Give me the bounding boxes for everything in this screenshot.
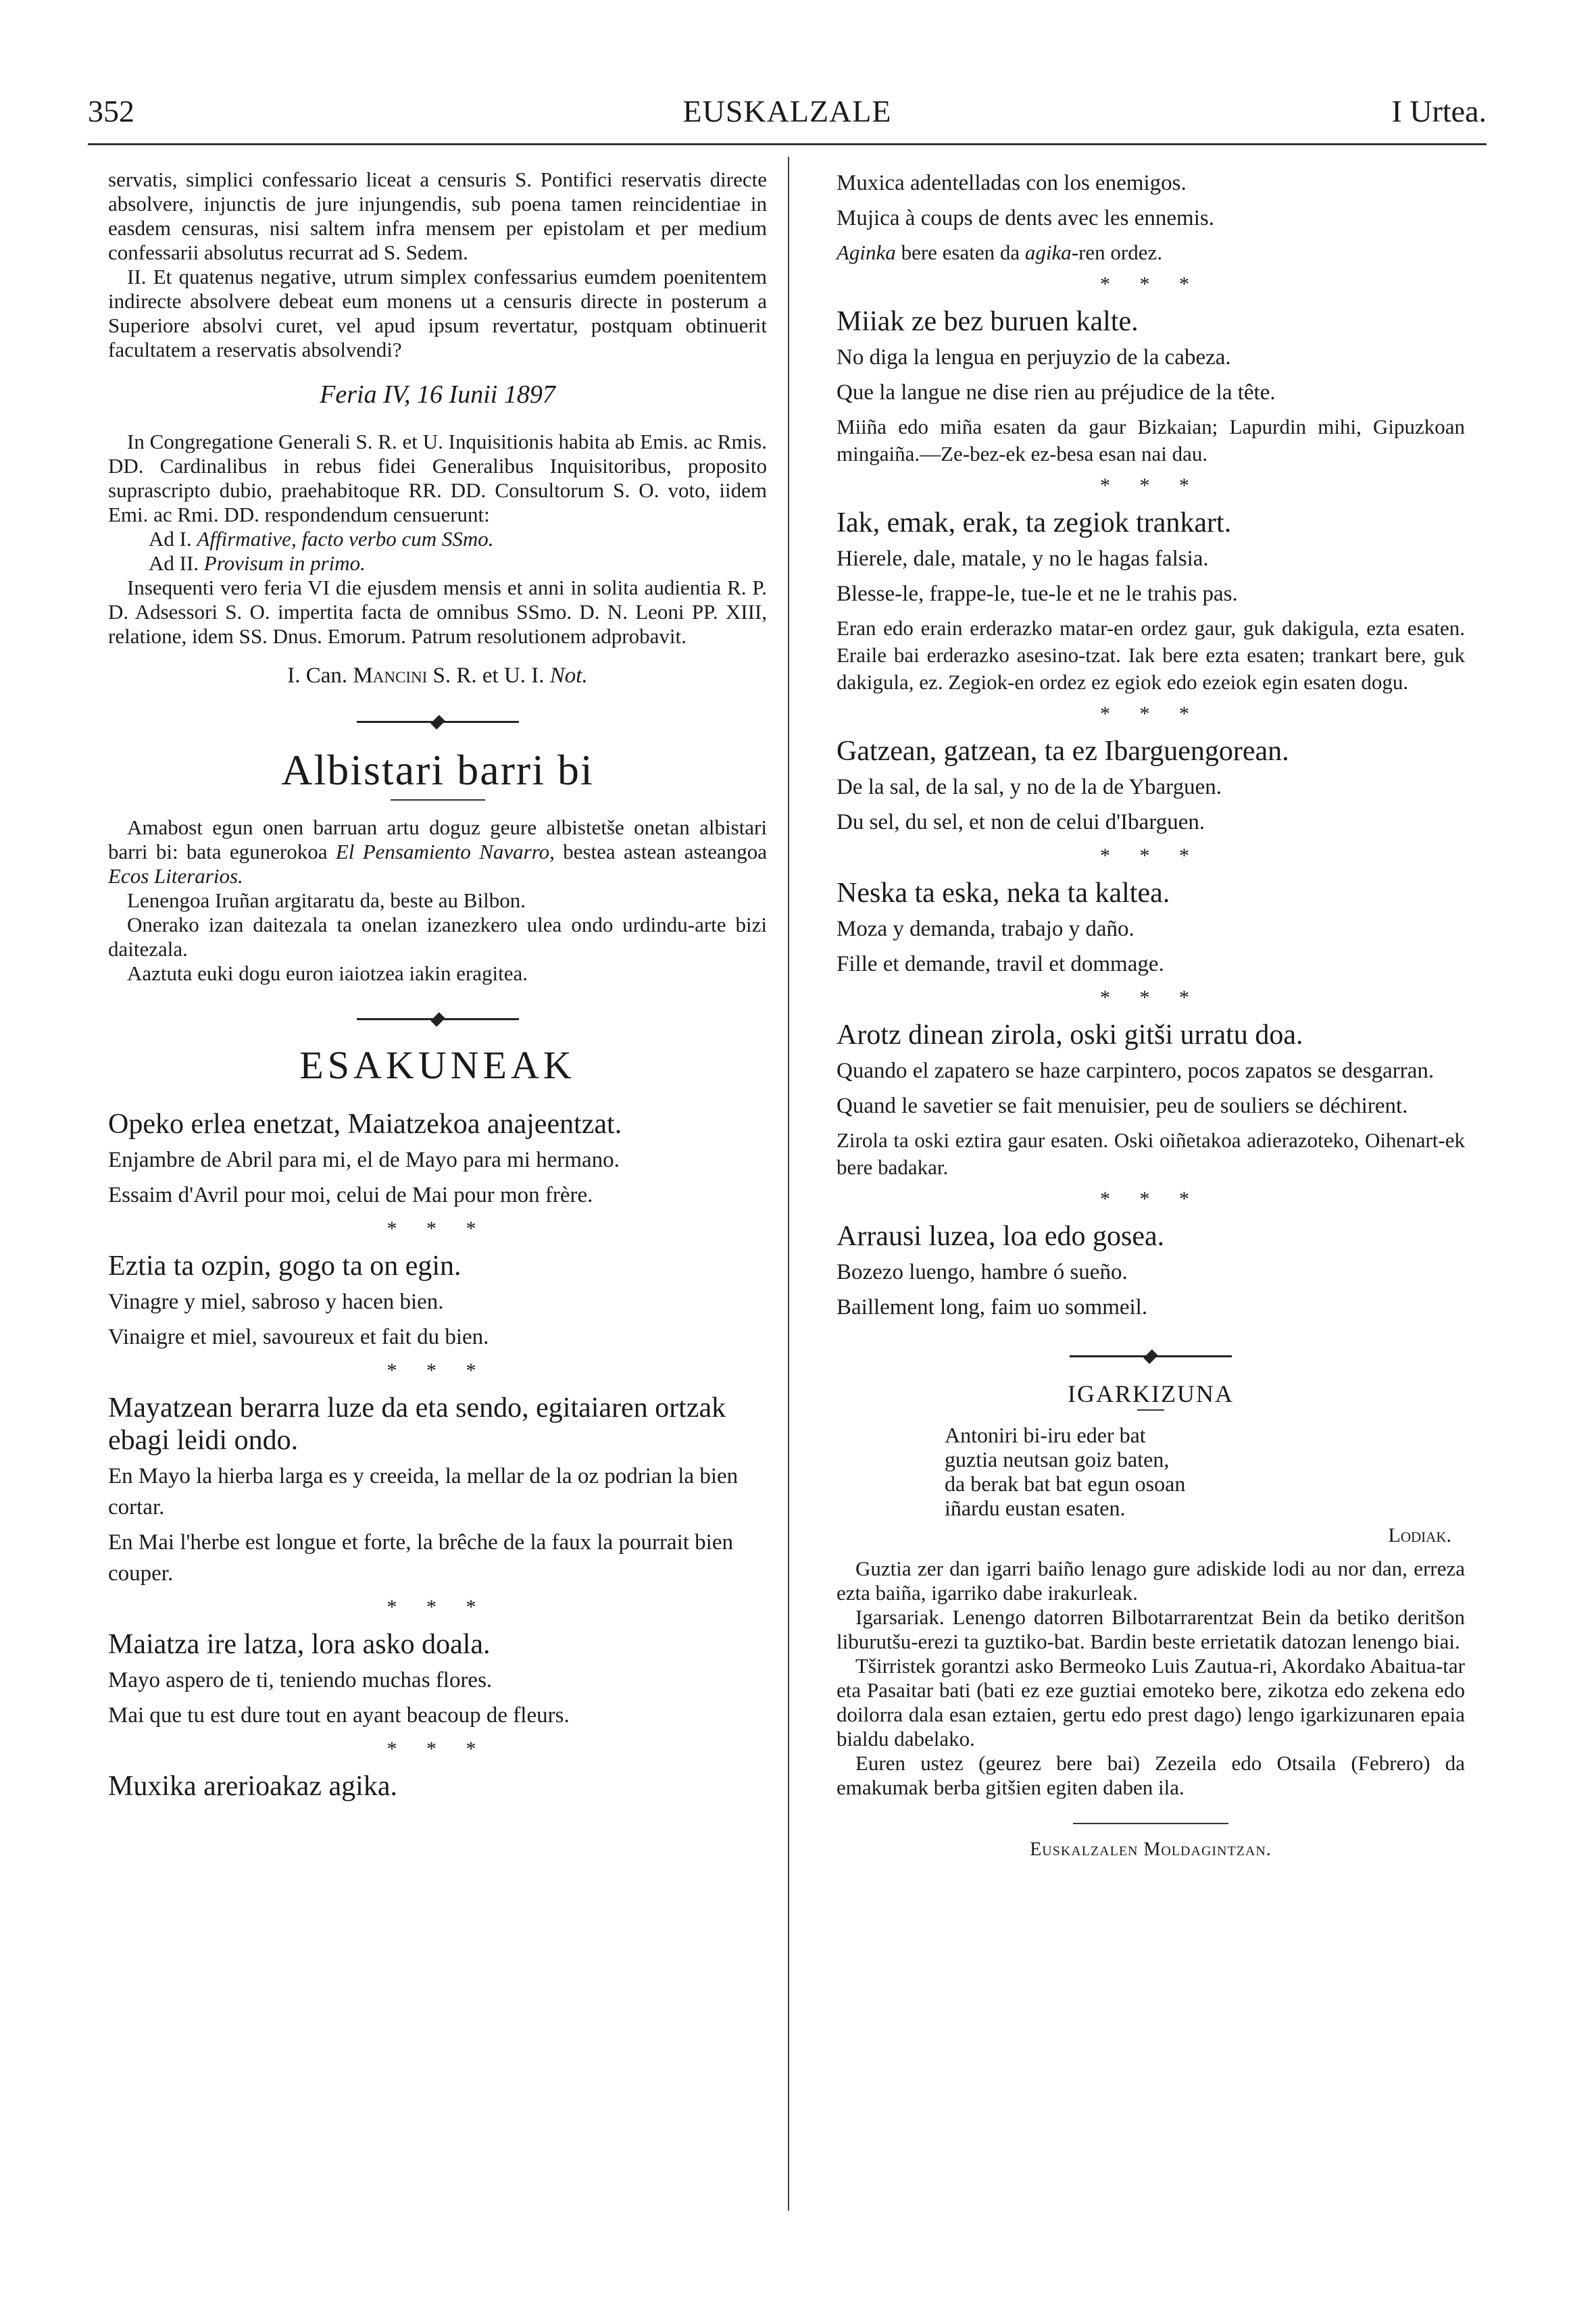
section-separator — [357, 718, 519, 725]
riddle-paragraph: Euren ustez (geurez bere bai) Zezeila edo Otsaila (Febrero) da emakumak berba gitšien egiten daben ila. — [837, 1751, 1465, 1799]
section-title-albistari: Albistari barri bi — [281, 746, 594, 794]
proverb-basque: Arotz dinean zirola, oski gitši urratu doa. — [837, 1020, 1303, 1051]
albistari-text: bestea astean asteangoa — [563, 840, 768, 863]
decree-answer — [108, 527, 767, 551]
asterism: * * * — [386, 1217, 489, 1240]
section-title-esakuneak: ESAKUNEAK — [299, 1043, 576, 1087]
page-number: 352 — [88, 94, 134, 128]
newspaper-name: Ecos Literarios. — [108, 864, 243, 888]
proverb-french: Mai que tu est dure tout en ayant beacoup de fleurs. — [108, 1703, 570, 1728]
poem-line: guztia neutsan goiz baten, — [945, 1447, 1170, 1472]
proverb-french: Du sel, du sel, et non de celui d'Ibarguen. — [837, 810, 1205, 834]
proverb-basque: Maiatza ire latza, lora asko doala. — [108, 1629, 491, 1660]
proverb-note: Eran edo erain erderazko matar-en ordez gaur, guk dakigula, ezta esaten. Eraile bai erderazko asesino-tzat. Iak bere ezta esaten; trankart bere, guk dakigula, ez. Zegiok-en ordez ez egiok edo ezeiok egin esaten dogu. — [837, 616, 1465, 694]
note-word: Aginka — [837, 241, 896, 264]
asterism: * * * — [386, 1359, 489, 1382]
poem-signature: Lodiak. — [1388, 1524, 1451, 1546]
proverb-note — [837, 239, 1465, 266]
proverb-spanish: Enjambre de Abril para mi, el de Mayo para mi hermano. — [108, 1148, 620, 1172]
proverb-basque: Neska ta eska, neka ta kaltea. — [837, 878, 1170, 909]
decree-date: Feria IV, 16 Iunii 1897 — [320, 380, 555, 409]
proverb-basque: Arrausi luzea, loa edo gosea. — [837, 1221, 1165, 1252]
signature-prefix: I. Can. — [287, 663, 348, 688]
proverb-spanish: De la sal, de la sal, y no de la de Ybarguen. — [837, 775, 1222, 799]
latin-paragraph: Insequenti vero feria VI die ejusdem mensis et anni in solita audientia R. P. D. Adsessori S. O. impertita facta de omnibus SSmo. D. N. Leoni PP. XIII, relatione, idem SS. Dnus. Emorum. Patrum resolutionem adprobavit. — [108, 576, 767, 648]
poem-line: Antoniri bi-iru eder bat — [945, 1423, 1146, 1447]
proverb-spanish: No diga la lengua en perjuyzio de la cabeza. — [837, 345, 1231, 370]
section-separator — [357, 1015, 519, 1022]
footer-rule — [1073, 1823, 1228, 1824]
asterism: * * * — [1100, 1188, 1201, 1210]
riddle-paragraph: Igarsariak. Lenengo datorren Bilbotarrarentzat Bein da betiko deritšon liburutšu-erezi ta guztiko-bat. Bardin beste errietatik datozan lenengo biai. — [837, 1605, 1465, 1653]
proverb-french: Quand le savetier se fait menuisier, peu de souliers se déchirent. — [837, 1094, 1408, 1118]
proverb-basque: Opeko erlea enetzat, Maiatzekoa anajeentzat. — [108, 1109, 622, 1140]
proverb-french: Fille et demande, travil et dommage. — [837, 952, 1164, 976]
latin-paragraph: II. Et quatenus negative, utrum simplex confessarius eumdem poenitentem indirecte absolvere debeat eum monens ut a censuris directe in posterum a Superiore absolvi curet, vel apud ipsum revertatur, postquam obtinuerit facultatem a reservatis absolvendi? — [108, 265, 767, 361]
albistari-paragraph: Onerako izan daitezala ta onelan izanezkero ulea ondo urdindu-arte bizi daitezala. — [108, 913, 767, 961]
asterism: * * * — [1100, 703, 1201, 725]
proverb-french: Essaim d'Avril pour moi, celui de Mai pour mon frère. — [108, 1183, 593, 1207]
proverb-french: Vinaigre et miel, savoureux et fait du bien. — [108, 1325, 489, 1349]
proverb-french: Mujica à coups de dents avec les ennemis. — [837, 206, 1214, 230]
proverb-basque: Mayatzean berarra luze da eta sendo, egitaiaren ortzak ebagi leidi ondo. — [108, 1392, 726, 1456]
poem-line: iñardu eustan esaten. — [945, 1496, 1126, 1520]
proverb-note: Miiña edo miña esaten da gaur Bizkaian; Lapurdin mihi, Gipuzkoan mingaiña.—Ze-bez-ek ez-besa esan nai dau. — [837, 415, 1465, 466]
left-column — [108, 168, 767, 1803]
latin-paragraph: servatis, simplici confessario liceat a censuris S. Pontifici reservatis directe absolvere, injunctis de jure injungendis, sub poena tamen reincidentiae in easdem censuras, nisi saltem infra mensem per epistolam et per medium confessarii absolutus recurrat ad S. Sedem. — [108, 168, 767, 264]
signature-name: Mancini — [353, 663, 428, 688]
newspaper-name: El Pensamiento Navarro, — [335, 840, 555, 863]
asterism: * * * — [1100, 273, 1201, 295]
note-text: bere esaten da — [901, 241, 1020, 264]
asterism: * * * — [1100, 474, 1201, 497]
running-title: EUSKALZALE — [682, 94, 892, 128]
proverb-basque: Eztia ta ozpin, gogo ta on egin. — [108, 1251, 462, 1282]
albistari-paragraph — [108, 815, 767, 888]
albistari-paragraph: Aaztuta euki dogu euron iaiotzea iakin eragitea. — [127, 961, 528, 985]
latin-paragraph: In Congregatione Generali S. R. et U. Inquisitionis habita ab Emis. ac Rmis. DD. Cardinalibus in rebus fidei Generalibus Inquisitoribus, proposito suprascripto dubio, praehabitoque RR. DD. Consultorum S. O. voto, iidem Emi. ac Rmi. DD. respondendum censuerunt: — [108, 430, 767, 526]
signature-not: Not. — [549, 663, 588, 688]
proverb-spanish: Mayo aspero de ti, teniendo muchas flores. — [108, 1668, 493, 1692]
signature-suffix: S. R. et U. I. — [432, 663, 545, 688]
proverb-spanish: Muxica adentelladas con los enemigos. — [837, 171, 1187, 195]
albistari-paragraph: Lenengoa Iruñan argitaratu da, beste au Bilbon. — [127, 888, 526, 912]
proverb-note: Zirola ta oski eztira gaur esaten. Oski oiñetakoa adierazoteko, Oihenart-ek bere badakar. — [837, 1128, 1465, 1179]
proverb-basque: Muxika arerioakaz agika. — [108, 1771, 397, 1802]
proverb-french: En Mai l'herbe est longue et forte, la brêche de la faux la pourrait bien couper. — [108, 1530, 733, 1586]
title-rule — [391, 799, 485, 801]
proverb-basque: Iak, emak, erak, ta zegiok trankart. — [837, 507, 1232, 538]
answer-label: Ad II. — [149, 551, 199, 575]
note-text: -ren ordez. — [1071, 241, 1162, 264]
asterism: * * * — [1100, 845, 1201, 867]
title-rule — [1137, 1409, 1164, 1411]
answer-label: Ad I. — [149, 527, 192, 551]
answer-text: Affirmative, facto verbo cum SSmo. — [197, 527, 494, 551]
proverb-spanish: Moza y demanda, trabajo y daño. — [837, 917, 1134, 941]
proverb-spanish: En Mayo la hierba larga es y creeida, la mellar de la oz podrian la bien cortar. — [108, 1464, 739, 1519]
riddle-poem — [945, 1423, 1465, 1520]
proverb-french: Que la langue ne dise rien au préjudice de la tête. — [837, 380, 1276, 405]
answer-text: Provisum in primo. — [203, 551, 366, 575]
decree-signature — [108, 663, 767, 688]
proverb-french: Baillement long, faim uo sommeil. — [837, 1295, 1148, 1319]
proverb-spanish: Hierele, dale, matale, y no le hagas falsia. — [837, 547, 1209, 571]
section-title-igarkizuna: IGARKIZUNA — [1068, 1380, 1234, 1407]
asterism: * * * — [386, 1738, 489, 1760]
year-label: I Urtea. — [1391, 94, 1487, 128]
proverb-spanish: Quando el zapatero se haze carpintero, pocos zapatos se desgarran. — [837, 1059, 1435, 1083]
right-column — [837, 168, 1465, 1861]
page-header — [88, 93, 1487, 141]
proverb-basque: Miiak ze bez buruen kalte. — [837, 306, 1139, 337]
proverb-spanish: Bozezo luengo, hambre ó sueño. — [837, 1260, 1128, 1284]
note-word: agika — [1024, 241, 1072, 264]
poem-line: da berak bat bat egun osoan — [945, 1472, 1186, 1496]
column-divider — [788, 157, 789, 2211]
printer-imprint: Euskalzalen Moldagintzan. — [1030, 1839, 1272, 1860]
riddle-paragraph: Tširristek gorantzi asko Bermeoko Luis Zautua-ri, Akordako Abaitua-tar eta Pasaitar bati (bati ez eze guztiai emoteko bere, zikotza edo zekena edo doilorra dala esan eztaien, gertu edo prest dago) lengo igarkizunaren epaia bialdu dabelako. — [837, 1654, 1465, 1751]
riddle-paragraph: Guztia zer dan igarri baiño lenago gure adiskide lodi au nor dan, erreza ezta baiña, igarriko dabe irakurleak. — [837, 1557, 1465, 1605]
asterism: * * * — [1100, 986, 1201, 1009]
decree-answer — [108, 551, 767, 576]
section-separator — [1070, 1353, 1232, 1359]
header-rule — [88, 143, 1487, 145]
asterism: * * * — [386, 1596, 489, 1618]
proverb-french: Blesse-le, frappe-le, tue-le et ne le trahis pas. — [837, 582, 1238, 606]
proverb-basque: Gatzean, gatzean, ta ez Ibarguengorean. — [837, 736, 1289, 767]
proverb-spanish: Vinagre y miel, sabroso y hacen bien. — [108, 1290, 444, 1314]
albistari-text: Amabost egun onen barruan artu doguz geure albistetše onetan albistari barri bi: bata egunerokoa — [108, 815, 767, 863]
